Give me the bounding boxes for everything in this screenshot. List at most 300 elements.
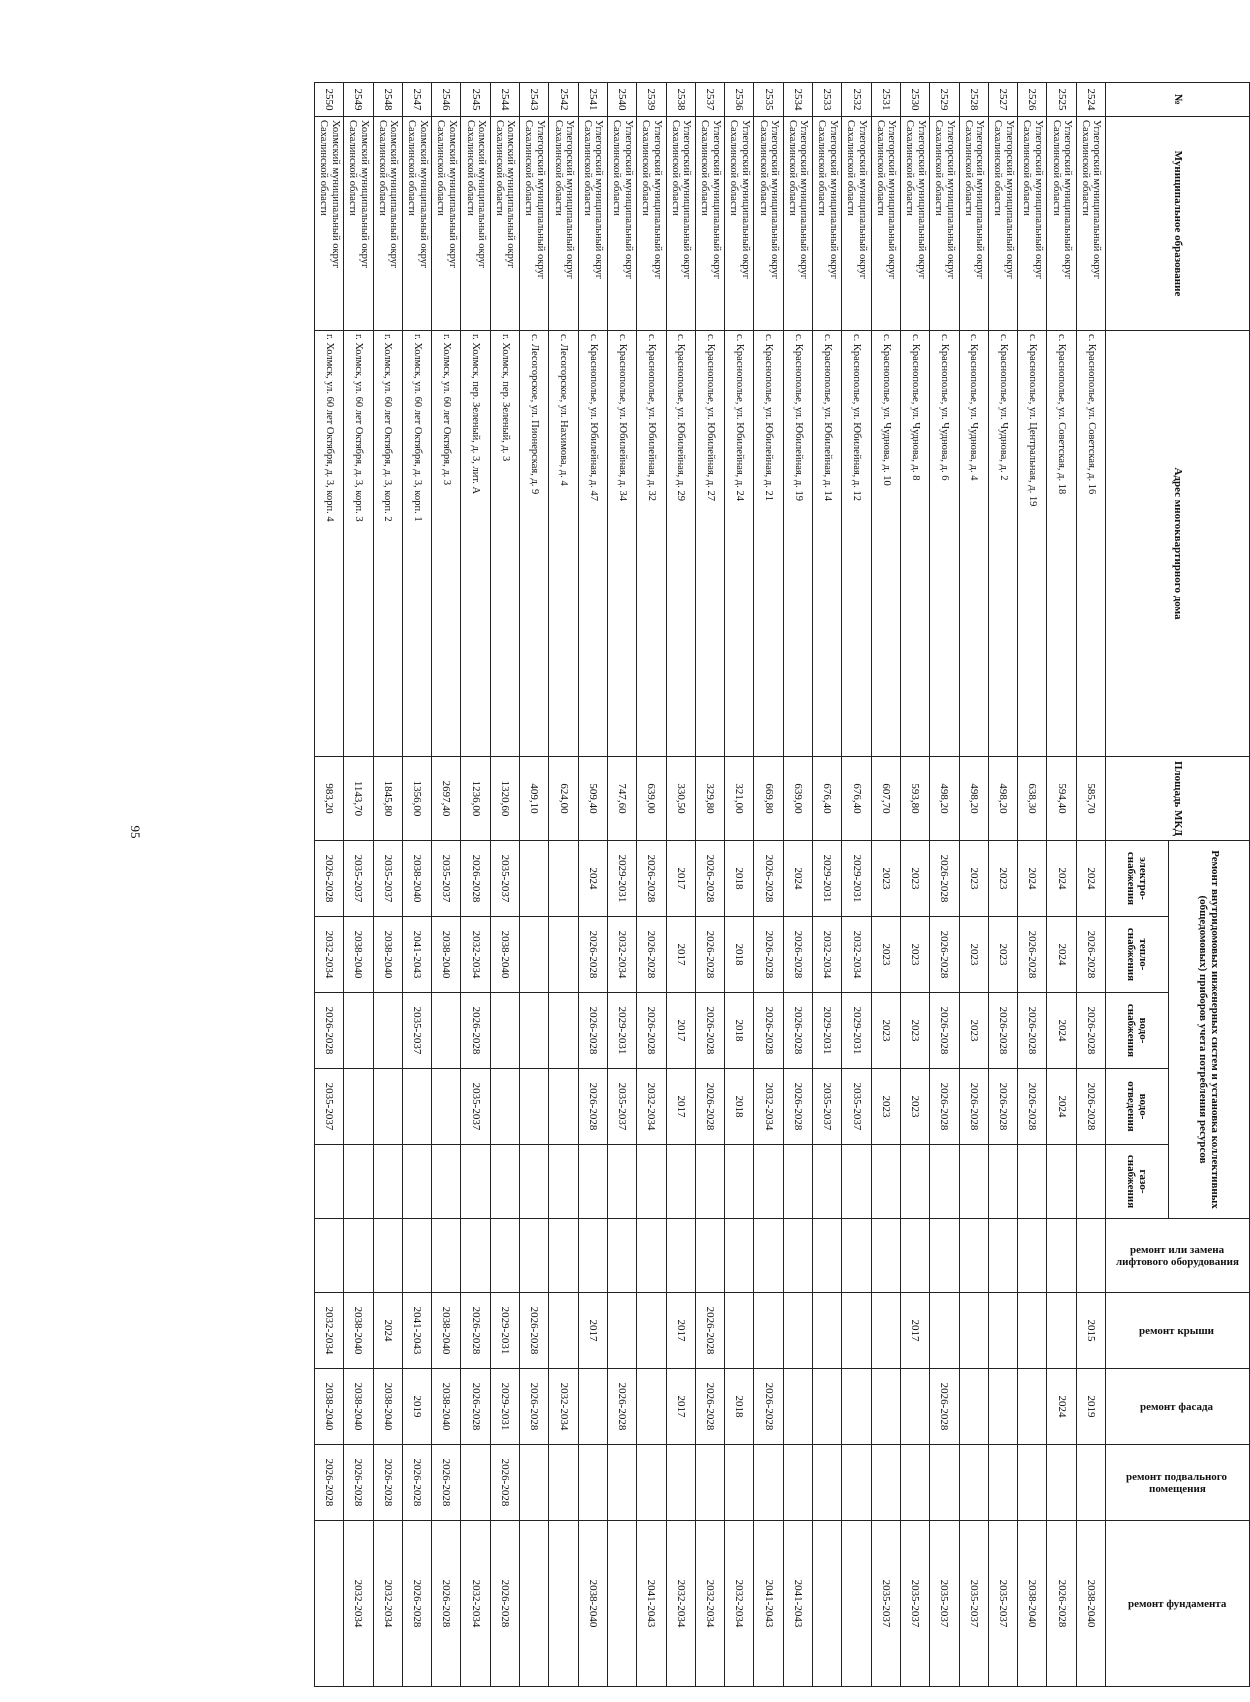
cell-num: 2544 (490, 83, 519, 117)
cell-address: г. Холмск, ул. 60 лет Октября, д. 3, корп. 3 (344, 331, 373, 757)
cell-facade: 2038-2040 (344, 1369, 373, 1445)
cell-water: 2023 (871, 993, 900, 1069)
cell-basement (637, 1445, 666, 1521)
table-row (842, 83, 871, 1687)
table-row (314, 83, 343, 1687)
cell-area: 585,70 (1076, 757, 1105, 841)
cell-gas (783, 1145, 812, 1219)
cell-sewer (432, 1069, 461, 1145)
cell-sewer: 2035-2037 (461, 1069, 490, 1145)
table-row (695, 83, 724, 1687)
cell-heat: 2026-2028 (578, 917, 607, 993)
header-sewer: водо-отведения (1106, 1069, 1169, 1145)
cell-basement: 2026-2028 (490, 1445, 519, 1521)
cell-facade: 2038-2040 (314, 1369, 343, 1445)
cell-foundation: 2026-2028 (432, 1521, 461, 1687)
cell-gas (842, 1145, 871, 1219)
cell-sewer: 2026-2028 (695, 1069, 724, 1145)
cell-basement (783, 1445, 812, 1521)
cell-sewer: 2026-2028 (988, 1069, 1017, 1145)
cell-area: 676,40 (842, 757, 871, 841)
cell-basement (461, 1445, 490, 1521)
cell-water: 2026-2028 (930, 993, 959, 1069)
cell-num: 2548 (373, 83, 402, 117)
cell-basement (695, 1445, 724, 1521)
cell-heat: 2023 (988, 917, 1017, 993)
cell-facade (988, 1369, 1017, 1445)
cell-water (432, 993, 461, 1069)
cell-elevator (344, 1219, 373, 1293)
cell-foundation (549, 1521, 578, 1687)
cell-facade: 2026-2028 (695, 1369, 724, 1445)
cell-roof (959, 1293, 988, 1369)
cell-foundation: 2038-2040 (1076, 1521, 1105, 1687)
table-row (549, 83, 578, 1687)
cell-address: с. Краснополье, ул. Юбилейная, д. 12 (842, 331, 871, 757)
cell-num: 2531 (871, 83, 900, 117)
cell-elevator (842, 1219, 871, 1293)
cell-electric: 2023 (871, 841, 900, 917)
cell-gas (725, 1145, 754, 1219)
cell-address: с. Краснополье, ул. Юбилейная, д. 27 (695, 331, 724, 757)
cell-sewer: 2026-2028 (1076, 1069, 1105, 1145)
cell-basement (578, 1445, 607, 1521)
cell-sewer: 2026-2028 (959, 1069, 988, 1145)
cell-sewer (490, 1069, 519, 1145)
header-foundation: ремонт фундамента (1106, 1521, 1250, 1687)
cell-electric: 2029-2031 (607, 841, 636, 917)
cell-area: 498,20 (959, 757, 988, 841)
cell-electric: 2024 (1076, 841, 1105, 917)
cell-basement: 2026-2028 (373, 1445, 402, 1521)
cell-electric: 2026-2028 (930, 841, 959, 917)
cell-roof: 2015 (1076, 1293, 1105, 1369)
cell-elevator (725, 1219, 754, 1293)
table-row (402, 83, 431, 1687)
cell-water: 2018 (725, 993, 754, 1069)
cell-elevator (754, 1219, 783, 1293)
cell-elevator (432, 1219, 461, 1293)
cell-water (520, 993, 549, 1069)
cell-heat: 2038-2040 (344, 917, 373, 993)
cell-water: 2026-2028 (783, 993, 812, 1069)
cell-address: с. Краснополье, ул. Чуднова, д. 4 (959, 331, 988, 757)
cell-heat: 2026-2028 (783, 917, 812, 993)
cell-sewer (549, 1069, 578, 1145)
header-address: Адрес многоквартирного дома (1106, 331, 1250, 757)
cell-address: г. Холмск, ул. 60 лет Октября, д. 3, корп. 4 (314, 331, 343, 757)
table-row (432, 83, 461, 1687)
cell-municipality: Холмский муниципальный округ Сахалинской области (344, 117, 373, 331)
cell-roof: 2017 (578, 1293, 607, 1369)
cell-facade (900, 1369, 929, 1445)
cell-area: 1236,00 (461, 757, 490, 841)
cell-gas (959, 1145, 988, 1219)
cell-water: 2026-2028 (314, 993, 343, 1069)
cell-municipality: Углегорский муниципальный округ Сахалинской области (1076, 117, 1105, 331)
cell-foundation: 2032-2034 (461, 1521, 490, 1687)
cell-sewer (373, 1069, 402, 1145)
cell-address: с. Краснополье, ул. Юбилейная, д. 21 (754, 331, 783, 757)
cell-area: 594,40 (1047, 757, 1076, 841)
cell-roof: 2032-2034 (314, 1293, 343, 1369)
cell-foundation: 2035-2037 (871, 1521, 900, 1687)
cell-water (549, 993, 578, 1069)
cell-electric: 2023 (988, 841, 1017, 917)
cell-basement (813, 1445, 842, 1521)
cell-heat: 2026-2028 (695, 917, 724, 993)
table-row (959, 83, 988, 1687)
cell-num: 2532 (842, 83, 871, 117)
cell-num: 2550 (314, 83, 343, 117)
table-row (783, 83, 812, 1687)
table-row (725, 83, 754, 1687)
cell-electric: 2035-2037 (373, 841, 402, 917)
cell-basement (1018, 1445, 1047, 1521)
cell-electric: 2024 (1047, 841, 1076, 917)
cell-water: 2029-2031 (813, 993, 842, 1069)
header-water: водо-снабжения (1106, 993, 1169, 1069)
cell-water: 2017 (666, 993, 695, 1069)
table-row (490, 83, 519, 1687)
cell-municipality: Углегорский муниципальный округ Сахалинской области (959, 117, 988, 331)
cell-basement (1076, 1445, 1105, 1521)
cell-basement: 2026-2028 (314, 1445, 343, 1521)
cell-water (373, 993, 402, 1069)
cell-foundation: 2026-2028 (1047, 1521, 1076, 1687)
cell-area: 321,00 (725, 757, 754, 841)
cell-roof (607, 1293, 636, 1369)
cell-area: 498,20 (930, 757, 959, 841)
cell-sewer (344, 1069, 373, 1145)
cell-num: 2537 (695, 83, 724, 117)
repair-schedule-table (314, 82, 1250, 1687)
cell-num: 2533 (813, 83, 842, 117)
cell-basement (520, 1445, 549, 1521)
cell-sewer: 2023 (900, 1069, 929, 1145)
cell-num: 2539 (637, 83, 666, 117)
cell-water: 2026-2028 (695, 993, 724, 1069)
cell-num: 2535 (754, 83, 783, 117)
cell-facade (637, 1369, 666, 1445)
cell-num: 2534 (783, 83, 812, 117)
cell-municipality: Холмский муниципальный округ Сахалинской области (432, 117, 461, 331)
cell-address: с. Краснополье, ул. Юбилейная, д. 47 (578, 331, 607, 757)
cell-basement (725, 1445, 754, 1521)
rotated-table-wrapper (158, 82, 1250, 1662)
cell-elevator (695, 1219, 724, 1293)
cell-municipality: Углегорский муниципальный округ Сахалинской области (1018, 117, 1047, 331)
cell-municipality: Углегорский муниципальный округ Сахалинской области (813, 117, 842, 331)
cell-address: с. Краснополье, ул. Чуднова, д. 2 (988, 331, 1017, 757)
cell-electric: 2038-2040 (402, 841, 431, 917)
cell-gas (402, 1145, 431, 1219)
cell-electric: 2024 (578, 841, 607, 917)
table-row (637, 83, 666, 1687)
cell-foundation: 2038-2040 (578, 1521, 607, 1687)
cell-gas (754, 1145, 783, 1219)
cell-heat: 2032-2034 (813, 917, 842, 993)
cell-area: 624,00 (549, 757, 578, 841)
cell-basement (1047, 1445, 1076, 1521)
cell-address: г. Холмск, ул. 60 лет Октября, д. 3, корп. 1 (402, 331, 431, 757)
cell-sewer: 2017 (666, 1069, 695, 1145)
cell-electric: 2017 (666, 841, 695, 917)
cell-elevator (373, 1219, 402, 1293)
cell-gas (432, 1145, 461, 1219)
cell-area: 1143,70 (344, 757, 373, 841)
cell-water: 2026-2028 (578, 993, 607, 1069)
cell-gas (1018, 1145, 1047, 1219)
cell-gas (578, 1145, 607, 1219)
cell-area: 409,10 (520, 757, 549, 841)
cell-electric: 2018 (725, 841, 754, 917)
cell-num: 2547 (402, 83, 431, 117)
cell-sewer (402, 1069, 431, 1145)
cell-address: с. Краснополье, ул. Советская, д. 16 (1076, 331, 1105, 757)
cell-elevator (930, 1219, 959, 1293)
cell-gas (813, 1145, 842, 1219)
cell-basement (900, 1445, 929, 1521)
cell-water: 2024 (1047, 993, 1076, 1069)
table-row (900, 83, 929, 1687)
cell-municipality: Холмский муниципальный округ Сахалинской области (314, 117, 343, 331)
cell-roof (725, 1293, 754, 1369)
cell-area: 329,80 (695, 757, 724, 841)
cell-address: с. Краснополье, ул. Юбилейная, д. 24 (725, 331, 754, 757)
cell-roof: 2041-2043 (402, 1293, 431, 1369)
cell-facade: 2024 (1047, 1369, 1076, 1445)
cell-heat: 2032-2034 (314, 917, 343, 993)
cell-heat: 2032-2034 (607, 917, 636, 993)
cell-gas (988, 1145, 1017, 1219)
cell-foundation: 2032-2034 (725, 1521, 754, 1687)
cell-roof: 2026-2028 (520, 1293, 549, 1369)
cell-facade: 2017 (666, 1369, 695, 1445)
cell-sewer (520, 1069, 549, 1145)
cell-heat: 2026-2028 (1018, 917, 1047, 993)
cell-num: 2540 (607, 83, 636, 117)
cell-electric: 2023 (900, 841, 929, 917)
cell-basement (842, 1445, 871, 1521)
cell-heat: 2026-2028 (754, 917, 783, 993)
cell-water: 2026-2028 (637, 993, 666, 1069)
cell-municipality: Углегорский муниципальный округ Сахалинской области (754, 117, 783, 331)
cell-address: с. Краснополье, ул. Юбилейная, д. 29 (666, 331, 695, 757)
cell-foundation (520, 1521, 549, 1687)
cell-gas (549, 1145, 578, 1219)
cell-area: 639,00 (637, 757, 666, 841)
cell-facade: 2026-2028 (461, 1369, 490, 1445)
cell-water: 2026-2028 (754, 993, 783, 1069)
cell-water: 2029-2031 (607, 993, 636, 1069)
cell-num: 2546 (432, 83, 461, 117)
cell-sewer: 2023 (871, 1069, 900, 1145)
cell-area: 330,50 (666, 757, 695, 841)
cell-basement (549, 1445, 578, 1521)
table-row (813, 83, 842, 1687)
cell-foundation (813, 1521, 842, 1687)
header-area: Площадь МКД (1106, 757, 1250, 841)
table-row (1018, 83, 1047, 1687)
cell-facade: 2029-2031 (490, 1369, 519, 1445)
cell-heat: 2023 (871, 917, 900, 993)
cell-num: 2542 (549, 83, 578, 117)
cell-heat: 2032-2034 (842, 917, 871, 993)
cell-sewer: 2026-2028 (1018, 1069, 1047, 1145)
cell-heat: 2041-2043 (402, 917, 431, 993)
cell-municipality: Углегорский муниципальный округ Сахалинской области (1047, 117, 1076, 331)
cell-electric: 2023 (959, 841, 988, 917)
cell-heat (520, 917, 549, 993)
cell-facade (1018, 1369, 1047, 1445)
header-engineering-group: Ремонт внутридомовых инженерных систем и установка коллективных (общедомовых) приборов учета потребления ресурсов (1169, 841, 1250, 1219)
cell-gas (344, 1145, 373, 1219)
cell-gas (461, 1145, 490, 1219)
cell-water: 2026-2028 (1018, 993, 1047, 1069)
cell-area: 983,20 (314, 757, 343, 841)
cell-facade: 2026-2028 (520, 1369, 549, 1445)
header-electric: электро-снабжения (1106, 841, 1169, 917)
cell-sewer: 2026-2028 (783, 1069, 812, 1145)
cell-num: 2526 (1018, 83, 1047, 117)
table-row (754, 83, 783, 1687)
cell-roof (988, 1293, 1017, 1369)
cell-gas (490, 1145, 519, 1219)
cell-address: г. Холмск, ул. 60 лет Октября, д. 3, корп. 2 (373, 331, 402, 757)
cell-heat: 2024 (1047, 917, 1076, 993)
cell-num: 2528 (959, 83, 988, 117)
cell-foundation: 2035-2037 (988, 1521, 1017, 1687)
cell-elevator (402, 1219, 431, 1293)
table-row (373, 83, 402, 1687)
cell-facade: 2026-2028 (930, 1369, 959, 1445)
cell-basement (959, 1445, 988, 1521)
cell-roof: 2017 (900, 1293, 929, 1369)
cell-foundation (607, 1521, 636, 1687)
header-roof: ремонт крыши (1106, 1293, 1250, 1369)
cell-elevator (490, 1219, 519, 1293)
cell-elevator (1047, 1219, 1076, 1293)
cell-foundation: 2041-2043 (637, 1521, 666, 1687)
cell-gas (871, 1145, 900, 1219)
cell-address: г. Холмск, пер. Зеленый, д. 3 (490, 331, 519, 757)
cell-area: 607,70 (871, 757, 900, 841)
cell-municipality: Углегорский муниципальный округ Сахалинской области (783, 117, 812, 331)
cell-foundation: 2038-2040 (1018, 1521, 1047, 1687)
cell-elevator (666, 1219, 695, 1293)
cell-elevator (314, 1219, 343, 1293)
cell-roof (549, 1293, 578, 1369)
cell-heat: 2023 (900, 917, 929, 993)
cell-elevator (813, 1219, 842, 1293)
cell-roof (1018, 1293, 1047, 1369)
cell-num: 2530 (900, 83, 929, 117)
cell-gas (930, 1145, 959, 1219)
cell-sewer: 2032-2034 (637, 1069, 666, 1145)
cell-foundation: 2035-2037 (900, 1521, 929, 1687)
cell-elevator (783, 1219, 812, 1293)
cell-electric: 2026-2028 (314, 841, 343, 917)
cell-facade (783, 1369, 812, 1445)
cell-num: 2529 (930, 83, 959, 117)
cell-foundation: 2032-2034 (695, 1521, 724, 1687)
table-row (988, 83, 1017, 1687)
cell-foundation: 2026-2028 (402, 1521, 431, 1687)
cell-heat: 2032-2034 (461, 917, 490, 993)
cell-elevator (959, 1219, 988, 1293)
cell-municipality: Углегорский муниципальный округ Сахалинской области (637, 117, 666, 331)
cell-address: с. Лесогорское, ул. Нахимова, д. 4 (549, 331, 578, 757)
cell-sewer: 2035-2037 (607, 1069, 636, 1145)
cell-roof: 2038-2040 (432, 1293, 461, 1369)
cell-foundation (842, 1521, 871, 1687)
cell-electric (520, 841, 549, 917)
table-row (578, 83, 607, 1687)
page-number: 95 (128, 825, 143, 839)
cell-address: с. Краснополье, ул. Юбилейная, д. 32 (637, 331, 666, 757)
cell-sewer: 2032-2034 (754, 1069, 783, 1145)
table-row (1047, 83, 1076, 1687)
cell-basement (607, 1445, 636, 1521)
cell-municipality: Углегорский муниципальный округ Сахалинской области (549, 117, 578, 331)
cell-municipality: Углегорский муниципальный округ Сахалинской области (842, 117, 871, 331)
cell-address: с. Краснополье, ул. Чуднова, д. 6 (930, 331, 959, 757)
cell-water: 2035-2037 (402, 993, 431, 1069)
cell-basement (754, 1445, 783, 1521)
cell-basement (871, 1445, 900, 1521)
cell-basement (930, 1445, 959, 1521)
cell-municipality: Холмский муниципальный округ Сахалинской области (402, 117, 431, 331)
cell-sewer: 2035-2037 (813, 1069, 842, 1145)
cell-facade: 2032-2034 (549, 1369, 578, 1445)
cell-basement (988, 1445, 1017, 1521)
cell-heat: 2026-2028 (1076, 917, 1105, 993)
cell-heat: 2026-2028 (930, 917, 959, 993)
cell-facade: 2038-2040 (432, 1369, 461, 1445)
cell-foundation: 2035-2037 (930, 1521, 959, 1687)
cell-gas (314, 1145, 343, 1219)
cell-elevator (988, 1219, 1017, 1293)
cell-address: г. Холмск, пер. Зеленый, д. 3, лит. А (461, 331, 490, 757)
cell-municipality: Углегорский муниципальный округ Сахалинской области (900, 117, 929, 331)
cell-gas (695, 1145, 724, 1219)
table-row (607, 83, 636, 1687)
cell-basement (666, 1445, 695, 1521)
cell-area: 498,20 (988, 757, 1017, 841)
cell-address: с. Краснополье, ул. Юбилейная, д. 19 (783, 331, 812, 757)
header-municipality: Муниципальное образование (1106, 117, 1250, 331)
cell-municipality: Углегорский муниципальный округ Сахалинской области (725, 117, 754, 331)
cell-municipality: Углегорский муниципальный округ Сахалинской области (666, 117, 695, 331)
cell-elevator (607, 1219, 636, 1293)
cell-elevator (549, 1219, 578, 1293)
cell-num: 2527 (988, 83, 1017, 117)
cell-water: 2023 (959, 993, 988, 1069)
cell-area: 593,80 (900, 757, 929, 841)
cell-elevator (578, 1219, 607, 1293)
cell-roof (783, 1293, 812, 1369)
cell-foundation (314, 1521, 343, 1687)
cell-electric: 2026-2028 (637, 841, 666, 917)
header-basement: ремонт подвального помещения (1106, 1445, 1250, 1521)
cell-address: с. Краснополье, ул. Советская, д. 18 (1047, 331, 1076, 757)
cell-address: с. Краснополье, ул. Центральная, д. 19 (1018, 331, 1047, 757)
cell-area: 1845,80 (373, 757, 402, 841)
cell-basement: 2026-2028 (402, 1445, 431, 1521)
table-body (314, 83, 1105, 1687)
cell-num: 2549 (344, 83, 373, 117)
